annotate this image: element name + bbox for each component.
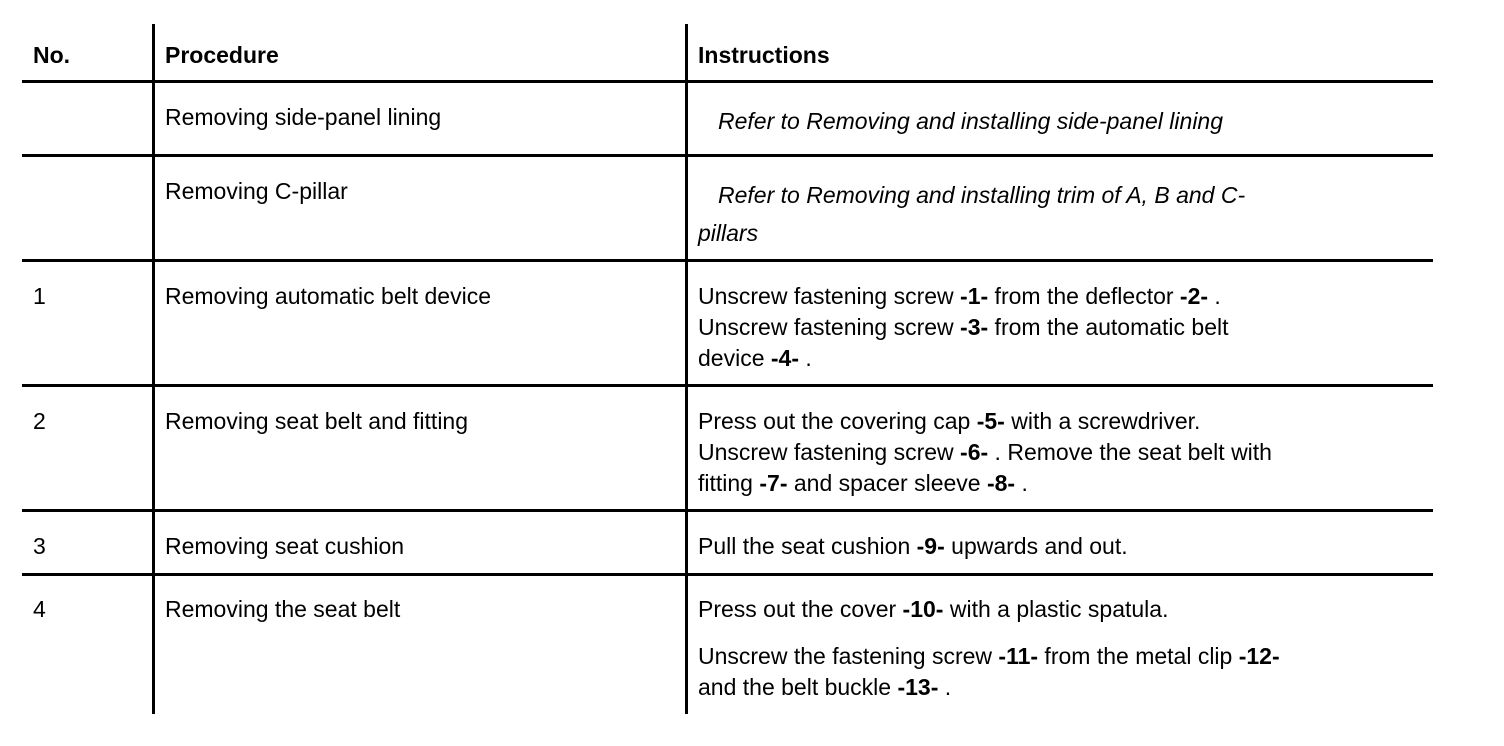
header-procedure: Procedure — [165, 42, 279, 68]
row-divider — [22, 573, 1433, 576]
row-procedure: Removing C-pillar — [165, 178, 348, 204]
reference-link-continued[interactable]: pillars — [698, 220, 759, 246]
instruction-line: Pull the seat cushion -9- upwards and out. — [698, 533, 1128, 559]
column-divider-2 — [685, 24, 688, 714]
row-number: 1 — [33, 283, 46, 309]
row-instructions — [698, 531, 1428, 562]
header-instructions: Instructions — [698, 42, 830, 68]
row-procedure: Removing seat belt and fitting — [165, 408, 469, 434]
row-instructions — [698, 406, 1428, 499]
instruction-line: Press out the cover -10- with a plastic spatula. — [698, 596, 1169, 622]
row-divider — [22, 80, 1433, 83]
column-divider-1 — [152, 24, 155, 714]
instruction-line: device -4- . — [698, 345, 812, 371]
instruction-line: Unscrew fastening screw -6- . Remove the seat belt with — [698, 439, 1272, 465]
row-procedure: Removing seat cushion — [165, 533, 405, 559]
row-number: 2 — [33, 408, 46, 434]
row-instructions — [698, 594, 1428, 703]
header-no: No. — [33, 42, 71, 68]
row-divider — [22, 154, 1433, 157]
instruction-line: Unscrew the fastening screw -11- from the metal clip -12- — [698, 643, 1280, 669]
row-divider — [22, 509, 1433, 512]
row-procedure: Removing automatic belt device — [165, 283, 491, 309]
row-divider — [22, 259, 1433, 262]
instruction-line: and the belt buckle -13- . — [698, 674, 952, 700]
row-number: 3 — [33, 533, 46, 559]
row-instructions — [698, 281, 1428, 374]
row-procedure: Removing side-panel lining — [165, 104, 442, 130]
reference-link[interactable]: Refer to Removing and installing trim of A, B and C- — [718, 182, 1246, 208]
row-divider — [22, 384, 1433, 387]
instruction-line: Unscrew fastening screw -1- from the deflector -2- . — [698, 283, 1221, 309]
row-number: 4 — [33, 596, 46, 622]
row-procedure: Removing the seat belt — [165, 596, 401, 622]
instruction-line: Unscrew fastening screw -3- from the automatic belt — [698, 314, 1229, 340]
reference-link[interactable]: Refer to Removing and installing side-panel lining — [718, 108, 1224, 134]
instruction-line: fitting -7- and spacer sleeve -8- . — [698, 470, 1028, 496]
instruction-line: Press out the covering cap -5- with a screwdriver. — [698, 408, 1201, 434]
